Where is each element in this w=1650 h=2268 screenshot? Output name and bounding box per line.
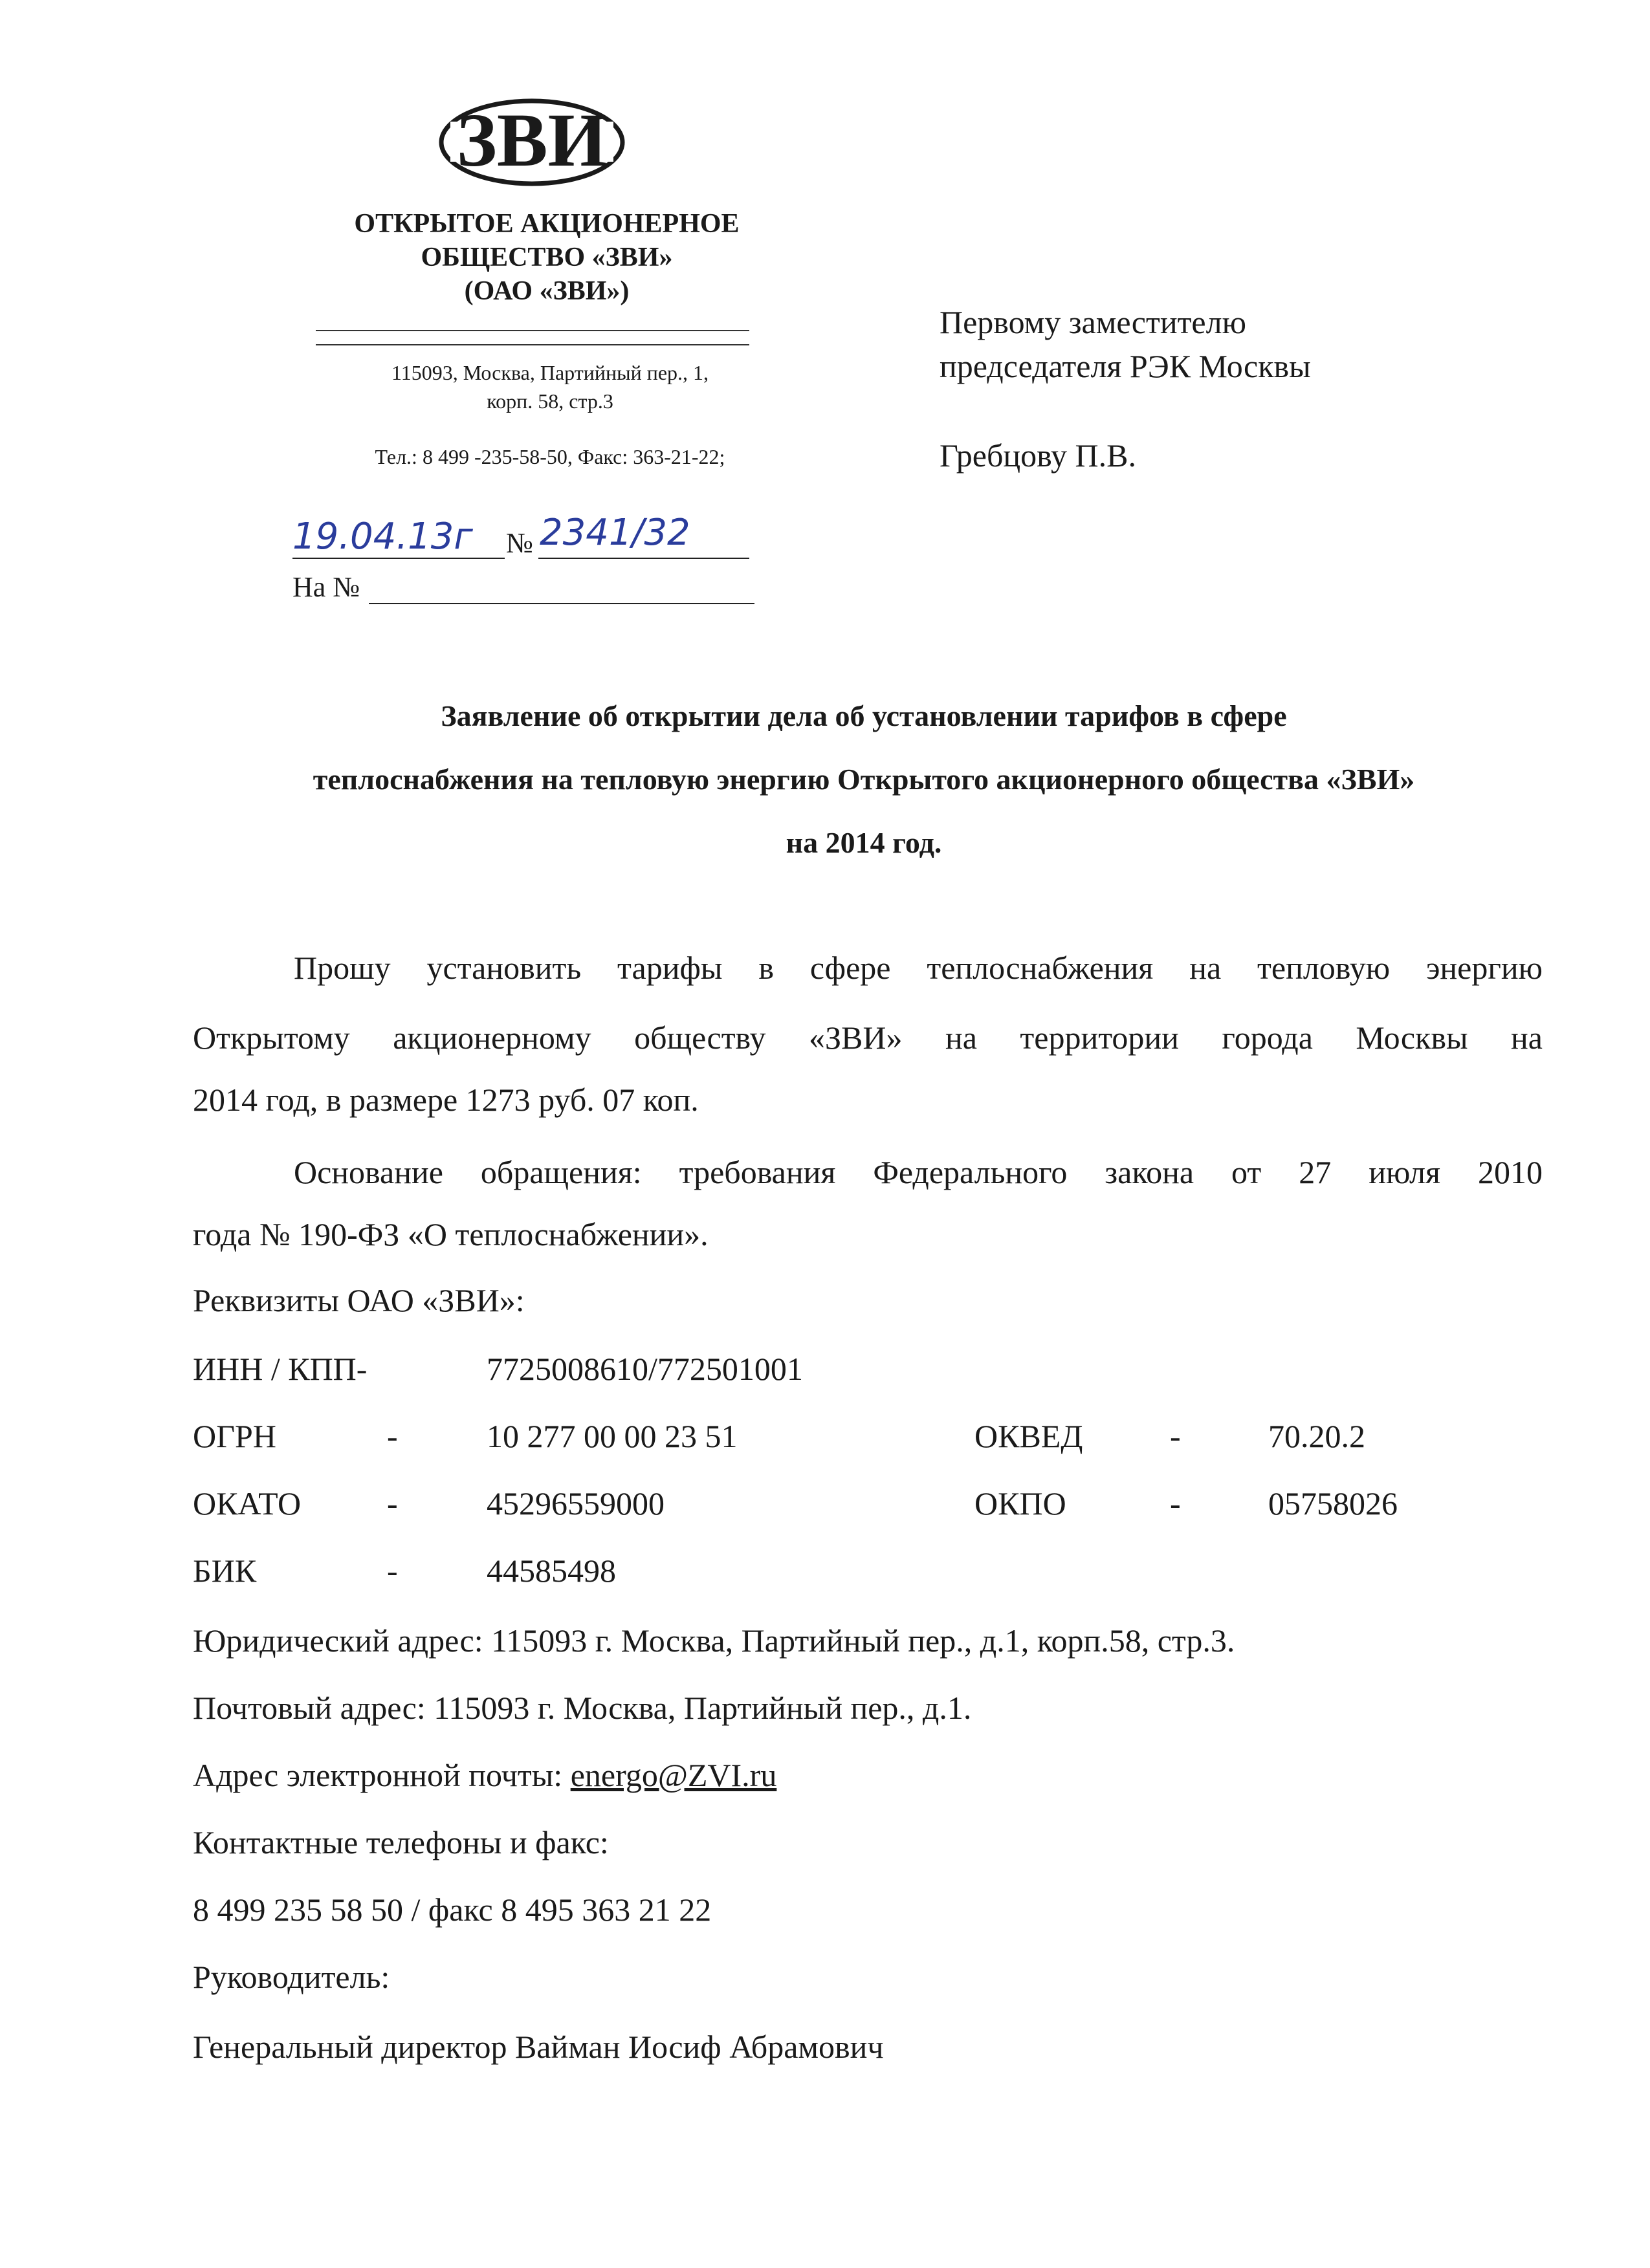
okved-label: ОКВЕД [974, 1418, 1083, 1454]
okpo-label: ОКПО [974, 1485, 1066, 1521]
basis-paragraph-line1: Основание обращения: требования Федерального закона от 27 июля 2010 [294, 1154, 1543, 1190]
org-name-line2: ОБЩЕСТВО «ЗВИ» [421, 243, 673, 272]
okato-value: 45296559000 [487, 1485, 665, 1521]
recipient-position-line1: Первому заместителю [940, 304, 1246, 340]
bik-dash: - [387, 1553, 398, 1589]
basis-paragraph-line2: года № 190-ФЗ «О теплоснабжении». [193, 1216, 709, 1252]
okpo-dash: - [1170, 1485, 1181, 1521]
okved-dash: - [1170, 1418, 1181, 1454]
legal-address: Юридический адрес: 115093 г. Москва, Партийный пер., д.1, корп.58, стр.3. [193, 1622, 1235, 1659]
email-line [193, 1756, 1543, 1794]
head-name: Генеральный директор Вайман Иосиф Абрамович [193, 2029, 884, 2065]
document-title-line3: на 2014 год. [786, 826, 942, 859]
outgoing-date-blank [292, 558, 505, 559]
letterhead-divider-bottom [316, 344, 749, 345]
contacts-title: Контактные телефоны и факс: [193, 1824, 609, 1860]
org-address-line2: корп. 58, стр.3 [487, 389, 613, 413]
company-logo [437, 91, 626, 188]
recipient-position-line2: председателя РЭК Москвы [940, 348, 1311, 384]
okpo-value: 05758026 [1268, 1485, 1398, 1521]
email-label: Адрес электронной почты: [193, 1757, 571, 1793]
org-name-line1: ОТКРЫТОЕ АКЦИОНЕРНОЕ [354, 209, 740, 239]
bik-value: 44585498 [487, 1553, 616, 1589]
email-link[interactable]: energo@ZVI.ru [570, 1757, 777, 1793]
logo-text: ЗВИ [456, 98, 608, 182]
outgoing-date: 19.04.13г [292, 516, 473, 558]
org-phone: Тел.: 8 499 -235-58-50, Факс: 363-21-22; [375, 445, 725, 468]
requisites-title: Реквизиты ОАО «ЗВИ»: [193, 1282, 525, 1318]
org-name-short: (ОАО «ЗВИ») [464, 276, 630, 306]
okato-dash: - [387, 1485, 398, 1521]
ogrn-dash: - [387, 1418, 398, 1454]
org-address-line1: 115093, Москва, Партийный пер., 1, [391, 361, 709, 384]
okved-value: 70.20.2 [1268, 1418, 1365, 1454]
head-title: Руководитель: [193, 1959, 390, 1995]
inn-value: 7725008610/772501001 [487, 1351, 803, 1387]
postal-address: Почтовый адрес: 115093 г. Москва, Партийный пер., д.1. [193, 1690, 972, 1726]
okato-label: ОКАТО [193, 1485, 302, 1521]
outgoing-number: 2341/32 [540, 512, 690, 554]
reply-to-blank [369, 603, 754, 604]
outgoing-number-blank [538, 558, 749, 559]
ogrn-label: ОГРН [193, 1418, 276, 1454]
ogrn-value: 10 277 00 00 23 51 [487, 1418, 738, 1454]
request-paragraph-line2: Открытому акционерному обществу «ЗВИ» на территории города Москвы на [193, 1020, 1543, 1056]
letterhead-divider-top [316, 330, 749, 331]
contacts-value: 8 499 235 58 50 / факс 8 495 363 21 22 [193, 1892, 712, 1928]
document-title-line2: теплоснабжения на тепловую энергию Открытого акционерного общества «ЗВИ» [313, 763, 1415, 796]
bik-label: БИК [193, 1553, 257, 1589]
reply-to-label: На № [292, 571, 360, 603]
recipient-name: Гребцову П.В. [940, 437, 1137, 474]
inn-label: ИНН / КПП- [193, 1351, 368, 1387]
outgoing-number-label: № [506, 527, 533, 559]
request-paragraph-line3: 2014 год, в размере 1273 руб. 07 коп. [193, 1082, 699, 1118]
document-title-line1: Заявление об открытии дела об установлении тарифов в сфере [441, 699, 1287, 732]
request-paragraph-line1: Прошу установить тарифы в сфере теплоснабжения на тепловую энергию [294, 950, 1543, 986]
